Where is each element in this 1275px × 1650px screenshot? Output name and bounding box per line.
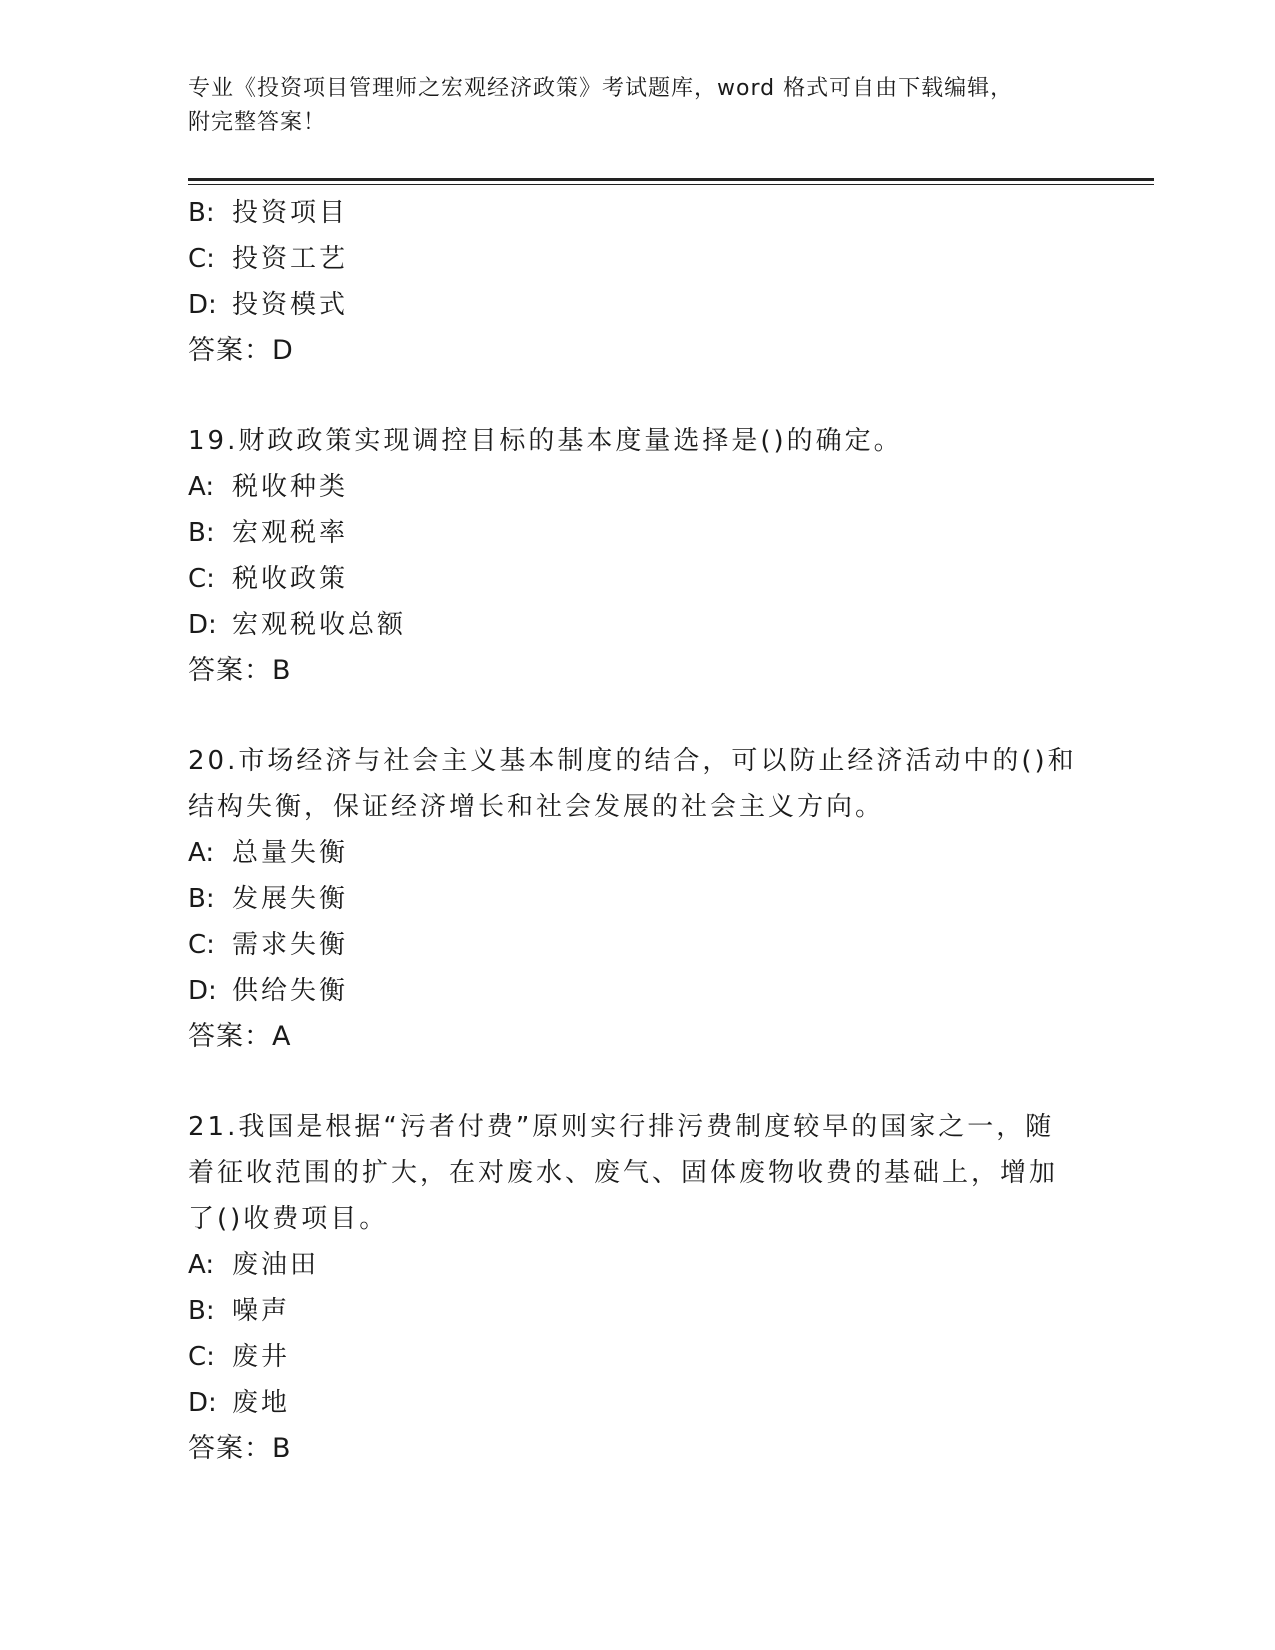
option-text: 税收政策	[232, 564, 349, 594]
option-text: 发展失衡	[232, 884, 349, 914]
option-text: 投资项目	[232, 198, 349, 228]
option-text: 废地	[232, 1388, 291, 1418]
option-key: D:	[188, 976, 217, 1006]
option-row	[188, 922, 1088, 968]
header-divider-thin	[188, 184, 1154, 185]
question-stem-line: 20.市场经济与社会主义基本制度的结合，可以防止经济活动中的()和	[188, 746, 1077, 776]
option-key: D:	[188, 290, 217, 320]
option-row	[188, 282, 1088, 328]
option-row	[188, 1380, 1088, 1426]
answer-line: 答案：B	[188, 655, 292, 686]
option-row	[188, 968, 1088, 1014]
option-key: B:	[188, 884, 215, 914]
option-key: B:	[188, 1296, 215, 1326]
option-row	[188, 190, 1088, 236]
question-21	[188, 1104, 1088, 1472]
header-divider-thick	[188, 178, 1154, 181]
option-text: 废井	[232, 1342, 291, 1372]
option-key: D:	[188, 610, 217, 640]
answer-line: 答案：D	[188, 335, 294, 366]
question-stem-line: 21.我国是根据“污者付费”原则实行排污费制度较早的国家之一，随	[188, 1112, 1055, 1142]
option-text: 需求失衡	[232, 930, 349, 960]
answer-line: 答案：B	[188, 1433, 292, 1464]
option-key: B:	[188, 518, 215, 548]
option-key: C:	[188, 244, 215, 274]
answer-line: 答案：A	[188, 1021, 292, 1052]
option-row	[188, 464, 1088, 510]
option-key: A:	[188, 1250, 215, 1280]
option-text: 投资工艺	[232, 244, 349, 274]
option-key: C:	[188, 564, 215, 594]
option-row	[188, 876, 1088, 922]
option-text: 总量失衡	[232, 838, 349, 868]
option-row	[188, 1242, 1088, 1288]
continued-question	[188, 190, 1088, 374]
option-text: 税收种类	[232, 472, 349, 502]
option-text: 供给失衡	[232, 976, 349, 1006]
option-row	[188, 556, 1088, 602]
option-text: 宏观税收总额	[232, 610, 407, 640]
question-stem-line: 了()收费项目。	[188, 1204, 389, 1234]
option-key: A:	[188, 472, 215, 502]
question-19	[188, 418, 1088, 694]
document-body	[188, 190, 1088, 1472]
option-key: C:	[188, 930, 215, 960]
option-text: 噪声	[232, 1296, 291, 1326]
option-text: 废油田	[232, 1250, 320, 1280]
option-key: D:	[188, 1388, 217, 1418]
option-row	[188, 602, 1088, 648]
question-20	[188, 738, 1088, 1060]
option-row	[188, 1334, 1088, 1380]
question-stem-line: 结构失衡，保证经济增长和社会发展的社会主义方向。	[188, 792, 885, 822]
option-key: C:	[188, 1342, 215, 1372]
question-stem-line: 19.财政政策实现调控目标的基本度量选择是()的确定。	[188, 426, 903, 456]
option-row	[188, 1288, 1088, 1334]
header-line-2: 附完整答案！	[188, 110, 327, 135]
option-key: A:	[188, 838, 215, 868]
question-stem-line: 着征收范围的扩大，在对废水、废气、固体废物收费的基础上，增加	[188, 1158, 1059, 1188]
header-line-1: 专业《投资项目管理师之宏观经济政策》考试题库，word 格式可自由下载编辑，	[188, 76, 1014, 101]
option-row	[188, 510, 1088, 556]
document-header	[188, 72, 1088, 140]
option-text: 投资模式	[232, 290, 349, 320]
option-row	[188, 830, 1088, 876]
option-row	[188, 236, 1088, 282]
option-key: B:	[188, 198, 215, 228]
option-text: 宏观税率	[232, 518, 349, 548]
